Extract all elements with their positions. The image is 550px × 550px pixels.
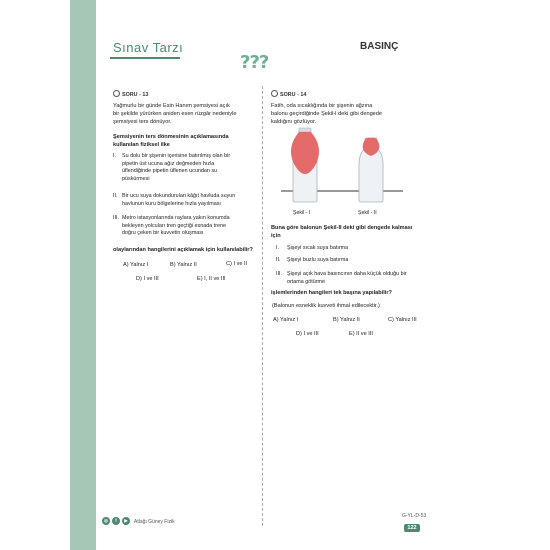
q14-item-1	[287, 245, 348, 253]
q14-item-num: III.	[276, 271, 282, 277]
q14-note: (Balonun esneklik kuvveti ihmal edilecektir.)	[272, 303, 380, 309]
q13-item-line: Bir ucu suya dokundurulan kâğıt havluda suyun	[122, 193, 236, 199]
page-title: Sınav Tarzı	[113, 40, 184, 55]
q14-option-d[interactable]: D) I ve III	[296, 331, 319, 337]
q13-item-line: püskürmesi	[122, 175, 150, 182]
footer-handle: Atlağı Güney Fizik	[134, 519, 175, 525]
q14-option-a[interactable]: A) Yalnız I	[273, 317, 299, 323]
bottle-2	[359, 138, 383, 202]
q13-question: olaylarından hangilerini açıklamak için kullanılabilir?	[113, 247, 253, 253]
q14-prompt	[271, 224, 412, 240]
q14-option-e[interactable]: E) II ve III	[349, 331, 373, 337]
q14-label	[271, 90, 306, 98]
q14-intro-line: Fatih, oda sıcaklığında bir şişenin ağzına	[271, 103, 373, 109]
q14-item-line: Şişeyi buzlu suya batırma	[287, 257, 349, 263]
page-code: G-YL-D-53	[402, 513, 427, 519]
q13-label-text: SORU - 13	[122, 92, 149, 98]
q14-item-num: II.	[276, 257, 281, 263]
q14-prompt-line: Buna göre balonun Şekil-II deki gibi dengede kalması	[271, 225, 413, 231]
q14-label-text: SORU - 14	[280, 92, 307, 98]
q13-label	[113, 90, 148, 98]
q14-item-num: I.	[276, 245, 279, 251]
q13-intro	[113, 102, 236, 126]
instagram-icon[interactable]: ◎	[102, 517, 110, 525]
q13-item-1	[122, 153, 230, 183]
q13-option-b[interactable]: B) Yalnız II	[170, 262, 197, 268]
q14-item-line: Şişeyi sıcak suya batırma	[287, 245, 349, 251]
q14-option-c[interactable]: C) Yalnız III	[388, 317, 417, 323]
facebook-icon[interactable]: f	[112, 517, 120, 525]
clock-icon	[113, 90, 120, 97]
bottle-figure	[275, 124, 415, 204]
question-marks-icon: ???	[240, 52, 269, 73]
youtube-icon[interactable]: ▶	[122, 517, 130, 525]
bottle-1	[291, 128, 319, 202]
fig2-caption: Şekil - II	[358, 210, 377, 216]
side-color-bar	[70, 0, 96, 550]
q13-option-c[interactable]: C) I ve II	[226, 261, 248, 267]
q13-item-line: doğru çeken bir kuvvetin oluşması	[122, 230, 204, 237]
q13-prompt	[113, 133, 229, 149]
q14-option-b[interactable]: B) Yalnız II	[333, 317, 360, 323]
q13-option-a[interactable]: A) Yalnız I	[123, 262, 149, 268]
q13-intro-line: Yağmurlu bir günde Esin Hanım şemsiyesi açık	[113, 103, 230, 109]
fig1-caption: Şekil - I	[293, 210, 311, 216]
q13-item-line: pipetin üst ucuna ağız değmeden hızla	[122, 160, 215, 167]
q14-intro-line: balonu geçirdiğinde Şekil-I deki gibi dengede	[271, 111, 383, 117]
q13-item-3	[122, 215, 230, 238]
q13-item-line: Su dolu bir şişenin içerisine batırılmış olan bir	[122, 153, 231, 159]
column-divider	[262, 86, 263, 526]
q14-prompt-line: için	[271, 233, 281, 239]
q13-intro-line: bir şekilde yürürken aniden esen rüzgâr nedeniyle	[113, 111, 237, 117]
q14-item-line: ortama götürme	[287, 278, 326, 285]
q14-intro	[271, 102, 382, 126]
q13-item-num: I.	[113, 153, 116, 159]
q13-item-line: havlunun kuru bölgelerine hızla yayılması	[122, 200, 221, 207]
q14-item-3	[287, 271, 407, 286]
clock-icon	[271, 90, 278, 97]
q14-question: işlemlerinden hangileri tek başına yapılabilir?	[271, 290, 392, 296]
subject-title: BASINÇ	[360, 41, 399, 52]
q14-intro-line: kaldığını gözlüyor.	[271, 119, 317, 125]
q13-item-num: III.	[113, 215, 119, 221]
q14-item-line: Şişeyi açık hava basıncının daha küçük olduğu bir	[287, 271, 407, 277]
q14-item-2	[287, 257, 348, 265]
q13-prompt-line: kullanılan fiziksel ilke	[113, 142, 170, 148]
q13-item-line: Metro istasyonlarında raylara yakın konumda	[122, 215, 230, 221]
q13-item-2	[122, 193, 235, 208]
q13-item-line: üflendiğinde pipetin üflenen ucundan su	[122, 168, 218, 175]
q13-prompt-line: Şemsiyenin ters dönmesinin açıklamasında	[113, 134, 229, 140]
q13-intro-line: şemsiyesi ters dönüyor.	[113, 119, 172, 125]
q13-option-e[interactable]: E) I, II ve III	[197, 276, 226, 282]
title-underline	[110, 57, 180, 59]
page-number: 122	[404, 524, 420, 532]
q13-item-line: bekleyen yolcuları tren geçtiği esnada trene	[122, 222, 226, 229]
q13-option-d[interactable]: D) I ve III	[136, 276, 159, 282]
q13-item-num: II.	[113, 193, 118, 199]
